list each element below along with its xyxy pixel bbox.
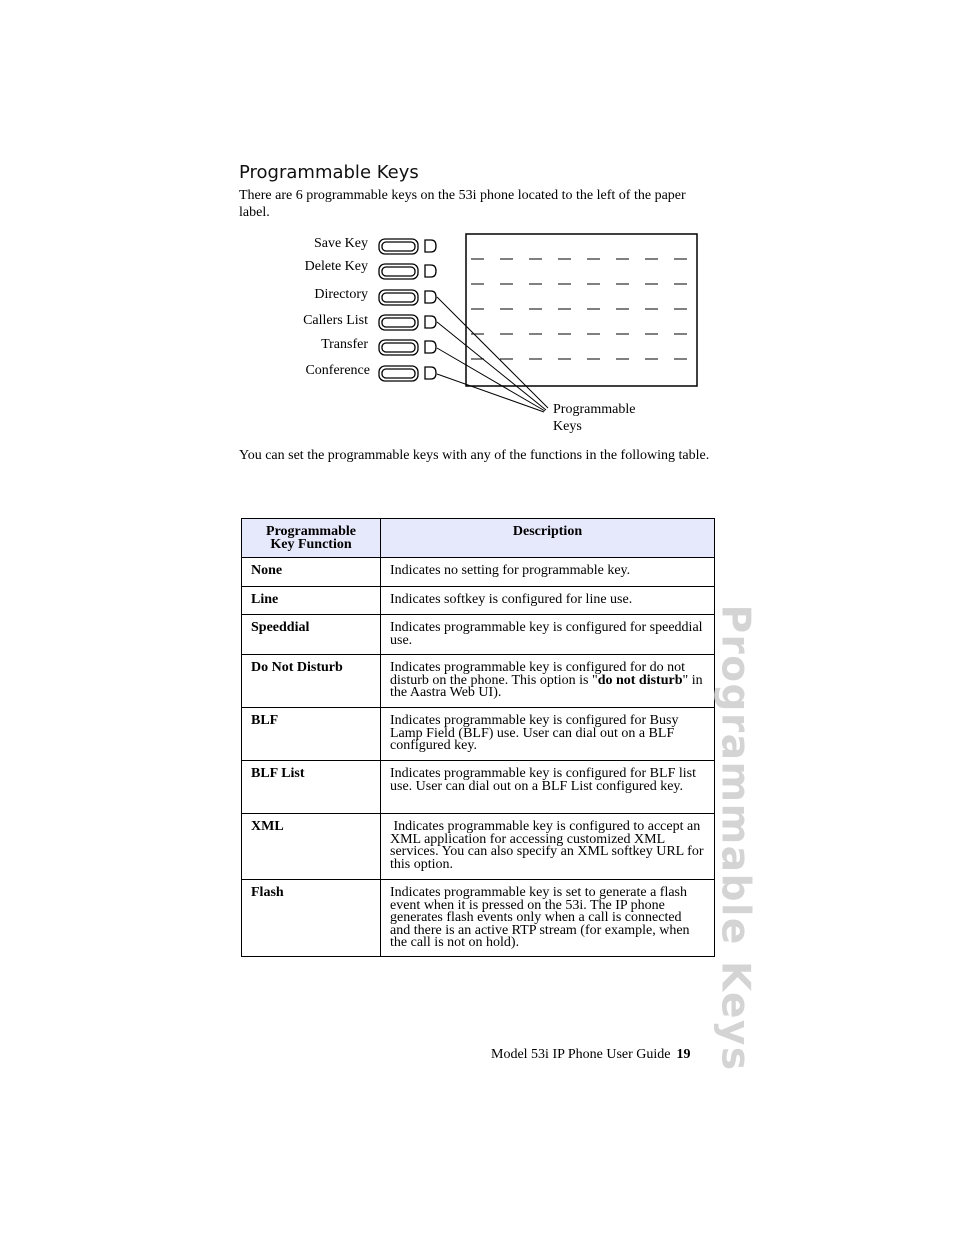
- key-label-conference: Conference: [305, 363, 370, 378]
- description-text-start: Indicates programmable key is configured for do not disturb on the phone. This option is ": [390, 660, 686, 688]
- side-tab-text: Programmable Keys: [712, 604, 758, 1072]
- key-label-save: Save Key: [313, 236, 368, 251]
- callout-label-line1: Programmable: [553, 402, 636, 417]
- callout-label-line2: Keys: [553, 419, 582, 434]
- description-cell: Indicates programmable key is configured for speeddial use.: [381, 615, 715, 655]
- description-cell: Indicates softkey is configured for line use.: [381, 587, 715, 615]
- table-row: [242, 761, 715, 814]
- table-row: [242, 615, 715, 655]
- description-cell: Indicates programmable key is configured for BLF list use. User can dial out on a BLF List configured key.: [381, 761, 715, 814]
- key-label-directory: Directory: [314, 287, 368, 302]
- description-text-bold: do not disturb: [597, 672, 683, 688]
- description-text-end: " in the Aastra Web UI).: [390, 672, 703, 700]
- footer-page-number: 19: [676, 1047, 691, 1062]
- table-row: [242, 708, 715, 761]
- header-function-line1: Programmable: [266, 524, 356, 539]
- description-cell: [381, 655, 715, 708]
- section-title: Programmable Keys: [239, 162, 419, 183]
- description-cell: Indicates programmable key is configured to accept an XML application for accessing customized XML services. You can also specify an XML softkey URL for this option.: [381, 814, 715, 880]
- function-cell: Line: [242, 587, 381, 615]
- intro-paragraph: There are 6 programmable keys on the 53i phone located to the left of the paper label.: [239, 188, 686, 220]
- function-cell: Flash: [242, 880, 381, 957]
- function-cell: BLF: [242, 708, 381, 761]
- function-cell: BLF List: [242, 761, 381, 814]
- table-row: [242, 880, 715, 957]
- header-description: Description: [381, 519, 715, 558]
- table-row: [242, 655, 715, 708]
- table-intro-paragraph: You can set the programmable keys with any of the functions in the following table.: [239, 448, 710, 463]
- table-header-row: [242, 519, 715, 558]
- key-buttons: [379, 239, 436, 381]
- description-cell: Indicates programmable key is set to generate a flash event when it is pressed on the 53i. The IP phone generates flash events only when a call is connected and there is an active RTP stream (for example, when the call is not on hold).: [381, 880, 715, 957]
- page-footer: [491, 1047, 691, 1063]
- key-button-delete: [379, 264, 436, 279]
- table-row: [242, 587, 715, 615]
- key-label-delete: Delete Key: [304, 259, 368, 274]
- function-cell: XML: [242, 814, 381, 880]
- footer-guide-title: Model 53i IP Phone User Guide: [491, 1047, 671, 1062]
- key-labels: [303, 236, 370, 378]
- paper-label-box: [466, 234, 697, 386]
- description-cell: Indicates programmable key is configured for Busy Lamp Field (BLF) use. User can dial out on a BLF configured key.: [381, 708, 715, 761]
- description-cell: Indicates no setting for programmable key.: [381, 558, 715, 587]
- paper-label-lines: [471, 259, 687, 359]
- function-cell: Speeddial: [242, 615, 381, 655]
- key-button-conference: [379, 366, 436, 381]
- key-label-transfer: Transfer: [321, 337, 368, 352]
- table-row: [242, 558, 715, 587]
- key-function-table: [241, 518, 715, 957]
- key-button-callers-list: [379, 315, 436, 330]
- callout-leader-lines: [437, 297, 548, 412]
- key-label-callers-list: Callers List: [303, 313, 368, 328]
- table-row: [242, 814, 715, 880]
- header-function-line2: Key Function: [270, 536, 352, 552]
- side-section-tab: [705, 604, 765, 1072]
- function-cell: None: [242, 558, 381, 587]
- key-button-directory: [379, 290, 436, 305]
- key-button-transfer: [379, 340, 436, 355]
- function-cell: Do Not Disturb: [242, 655, 381, 708]
- header-function: [242, 519, 381, 558]
- key-button-save: [379, 239, 436, 254]
